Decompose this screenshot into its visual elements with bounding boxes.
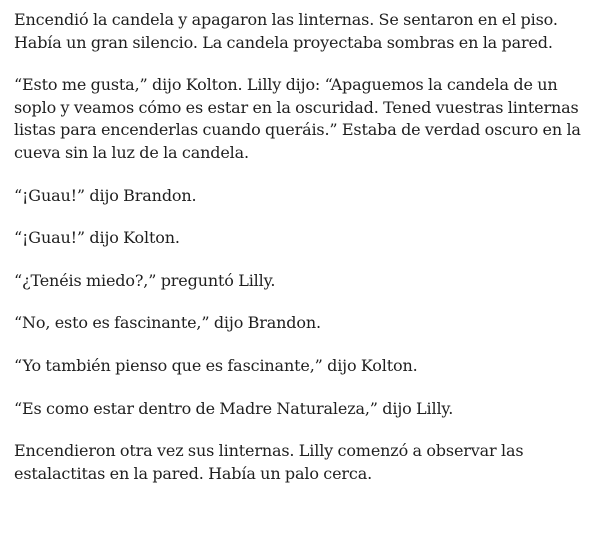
paragraph-2: “Esto me gusta,” dijo Kolton. Lilly dijo: “Apaguemos la candela de un soplo y veamos cómo es estar en la oscuridad. Tened vuestras linternas listas para encenderlas cuando queráis.” Estaba de verdad oscuro en la cueva sin la luz de la candela. (14, 75, 581, 162)
paragraph-1: Encendió la candela y apagaron las linternas. Se sentaron en el piso. Había un gran silencio. La candela proyectaba sombras en la pared. (14, 10, 558, 52)
paragraph-7: “Yo también pienso que es fascinante,” dijo Kolton. (14, 355, 418, 375)
paragraph-9: Encendieron otra vez sus linternas. Lilly comenzó a observar las estalactitas en la pared. Había un palo cerca. (14, 441, 524, 483)
paragraph-8: “Es como estar dentro de Madre Naturaleza,” dijo Lilly. (14, 398, 454, 418)
paragraph-4: “¡Guau!” dijo Kolton. (14, 228, 180, 248)
story-text (14, 9, 592, 485)
paragraph-5: “¿Tenéis miedo?,” preguntó Lilly. (14, 270, 276, 290)
paragraph-6: “No, esto es fascinante,” dijo Brandon. (14, 313, 321, 333)
paragraph-3: “¡Guau!” dijo Brandon. (14, 185, 197, 205)
